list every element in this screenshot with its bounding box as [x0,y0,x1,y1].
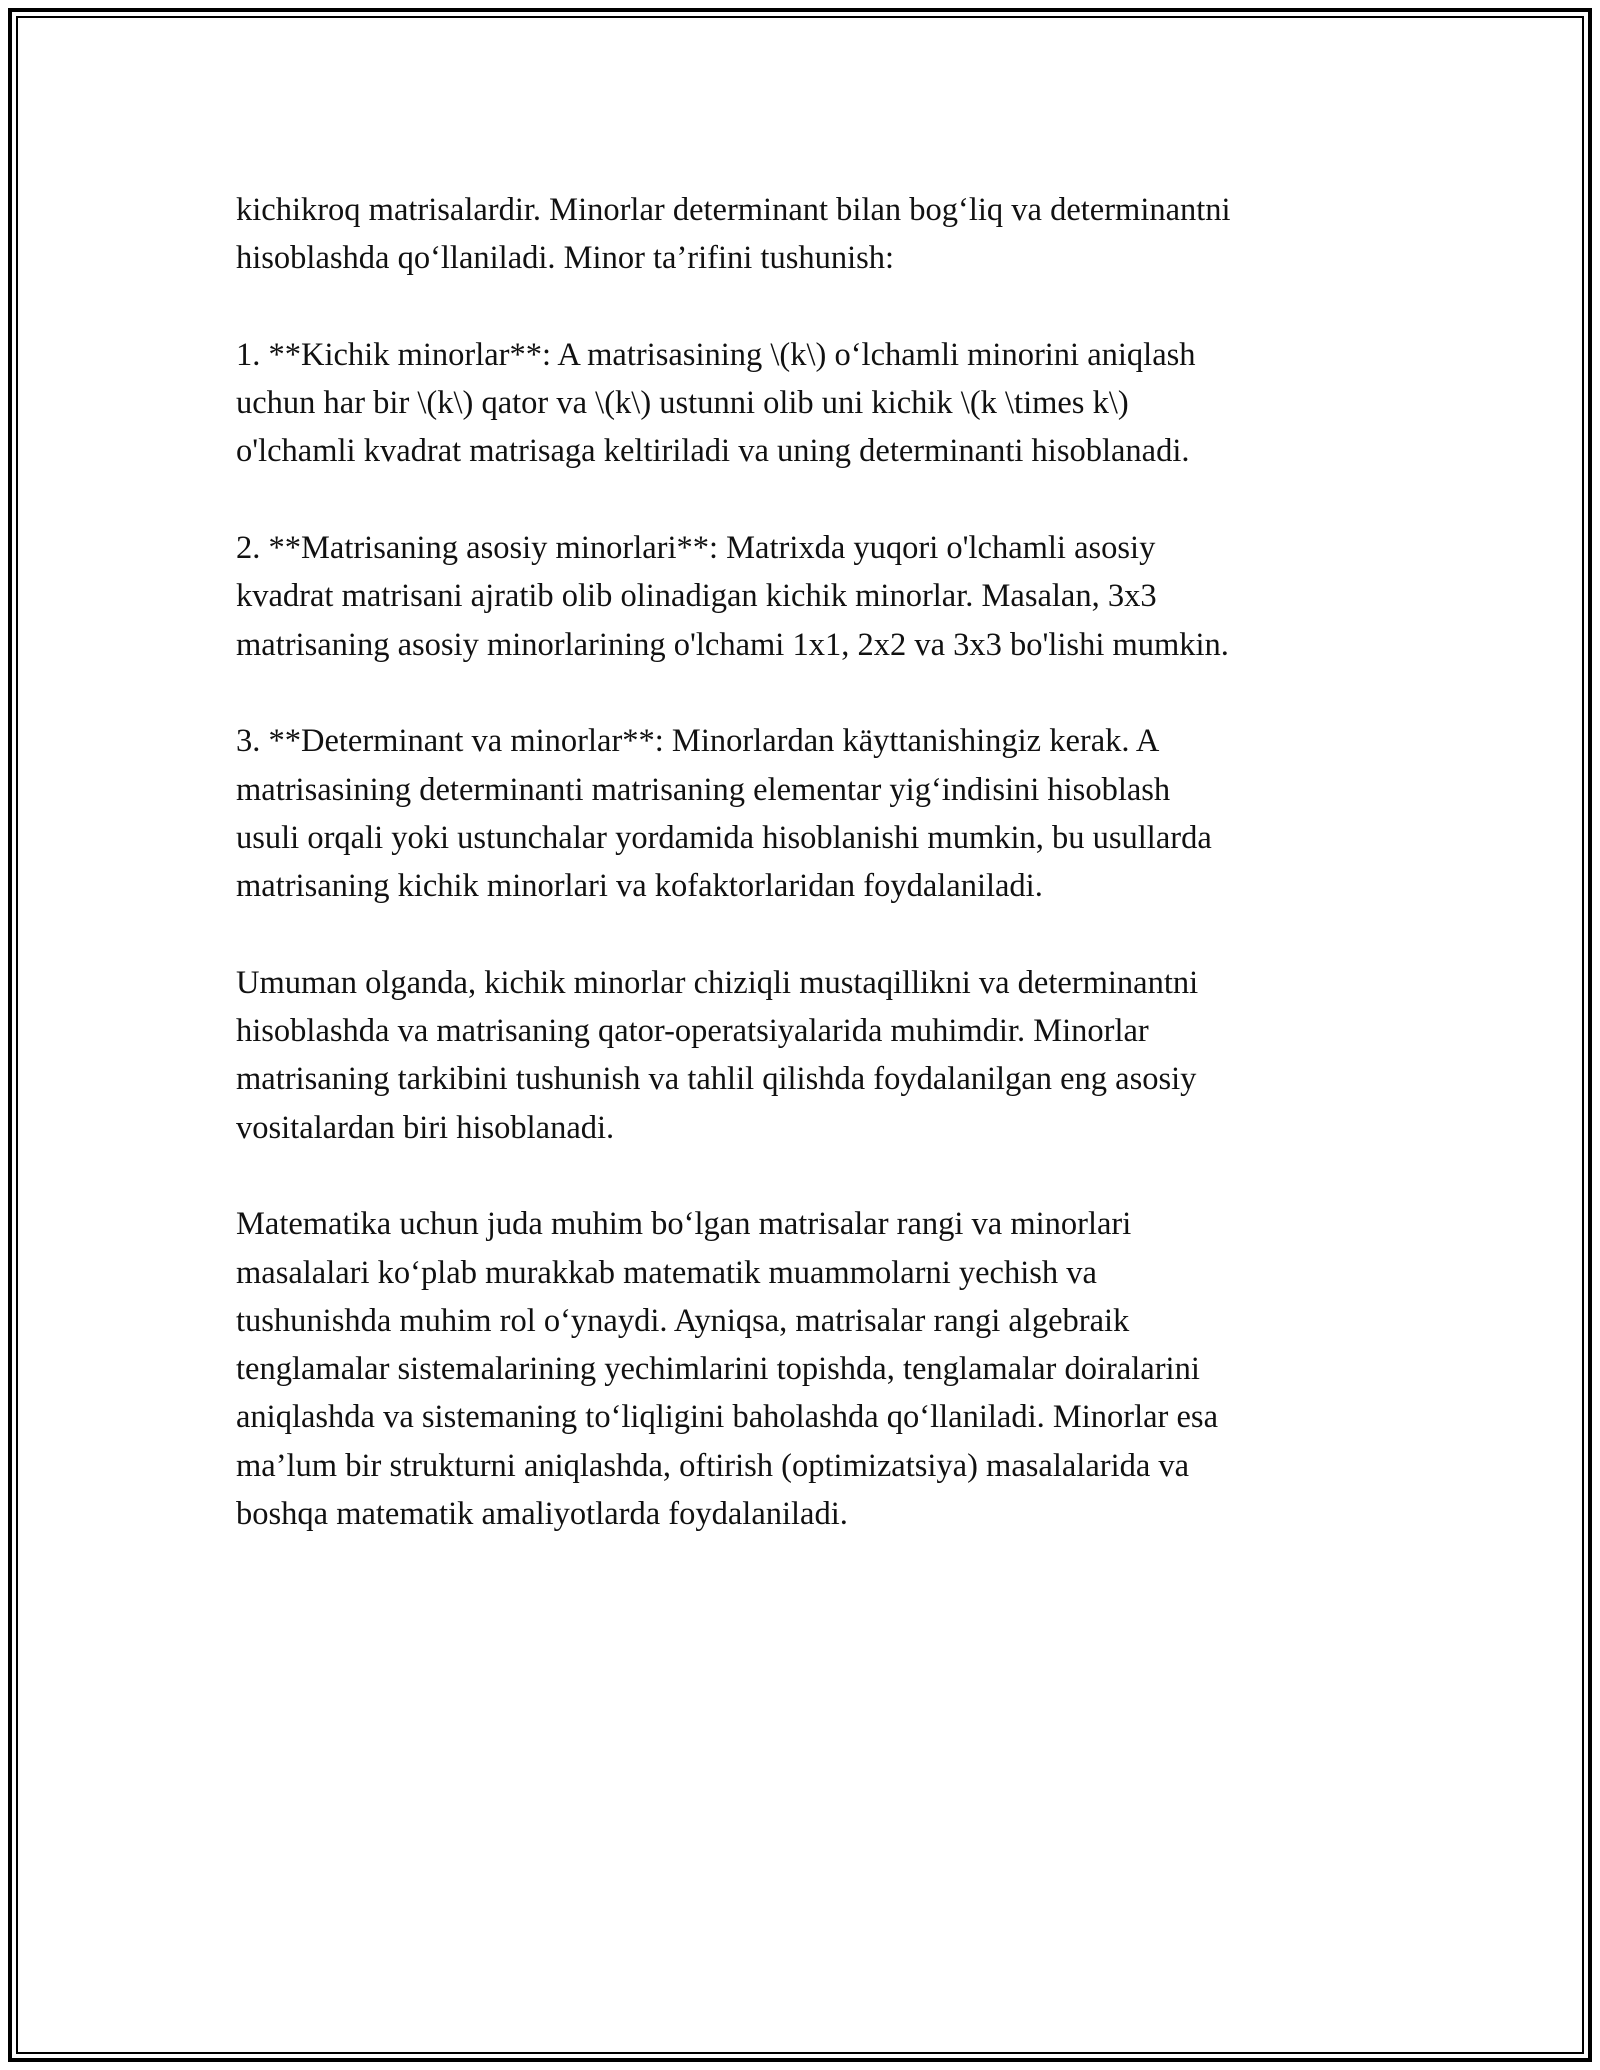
paragraph-asosiy-minorlar: 2. **Matrisaning asosiy minorlari**: Matrixda yuqori o'lchamli asosiy kvadrat matrisani ajratib olib olinadigan kichik minorlar. Masalan, 3x3 matrisaning asosiy minorlarining o'lchami 1x1, 2x2 va 3x3 bo'lishi mumkin. [236,530,1229,663]
paragraph-intro: kichikroq matrisalardir. Minorlar determinant bilan bog‘liq va determinantni hisoblashda qo‘llaniladi. Minor ta’rifini tushunish: [236,192,1231,277]
paragraph-kichik-minorlar: 1. **Kichik minorlar**: A matrisasining \(k\) o‘lchamli minorini aniqlash uchun har bir \(k\) qator va \(k\) ustunni olib uni kichik \(k \times k\) o'lchamli kvadrat matrisaga keltiriladi va uning determinanti hisoblanadi. [236,336,1196,470]
paragraph-determinant-va-minorlar: 3. **Determinant va minorlar**: Minorlardan käyttanishingiz kerak. A matrisasining determinanti matrisaning elementar yig‘indisini hisoblash usuli orqali yoki ustunchalar yordamida hisoblanishi mumkin, bu usullarda matrisaning kichik minorlari va kofaktorlaridan foydalaniladi. [236,723,1212,905]
document-body [236,186,1396,1587]
paragraph-conclusion: Matematika uchun juda muhim bo‘lgan matrisalar rangi va minorlari masalalari ko‘plab murakkab matematik muammolarni yechish va tushunishda muhim rol o‘ynaydi. Ayniqsa, matrisalar rangi algebraik tenglamalar sistemalarining yechimlarini topishda, tenglamalar doiralarini aniqlashda va sistemaning to‘liqligini baholashda qo‘llaniladi. Minorlar esa ma’lum bir strukturni aniqlashda, oftirish (optimizatsiya) masalalarida va boshqa matematik amaliyotlarda foydalaniladi. [236,1206,1218,1533]
paragraph-summary: Umuman olganda, kichik minorlar chiziqli mustaqillikni va determinantni hisoblashda va matrisaning qator-operatsiyalarida muhimdir. Minorlar matrisaning tarkibini tushunish va tahlil qilishda foydalanilgan eng asosiy vositalardan biri hisoblanadi. [236,964,1199,1146]
